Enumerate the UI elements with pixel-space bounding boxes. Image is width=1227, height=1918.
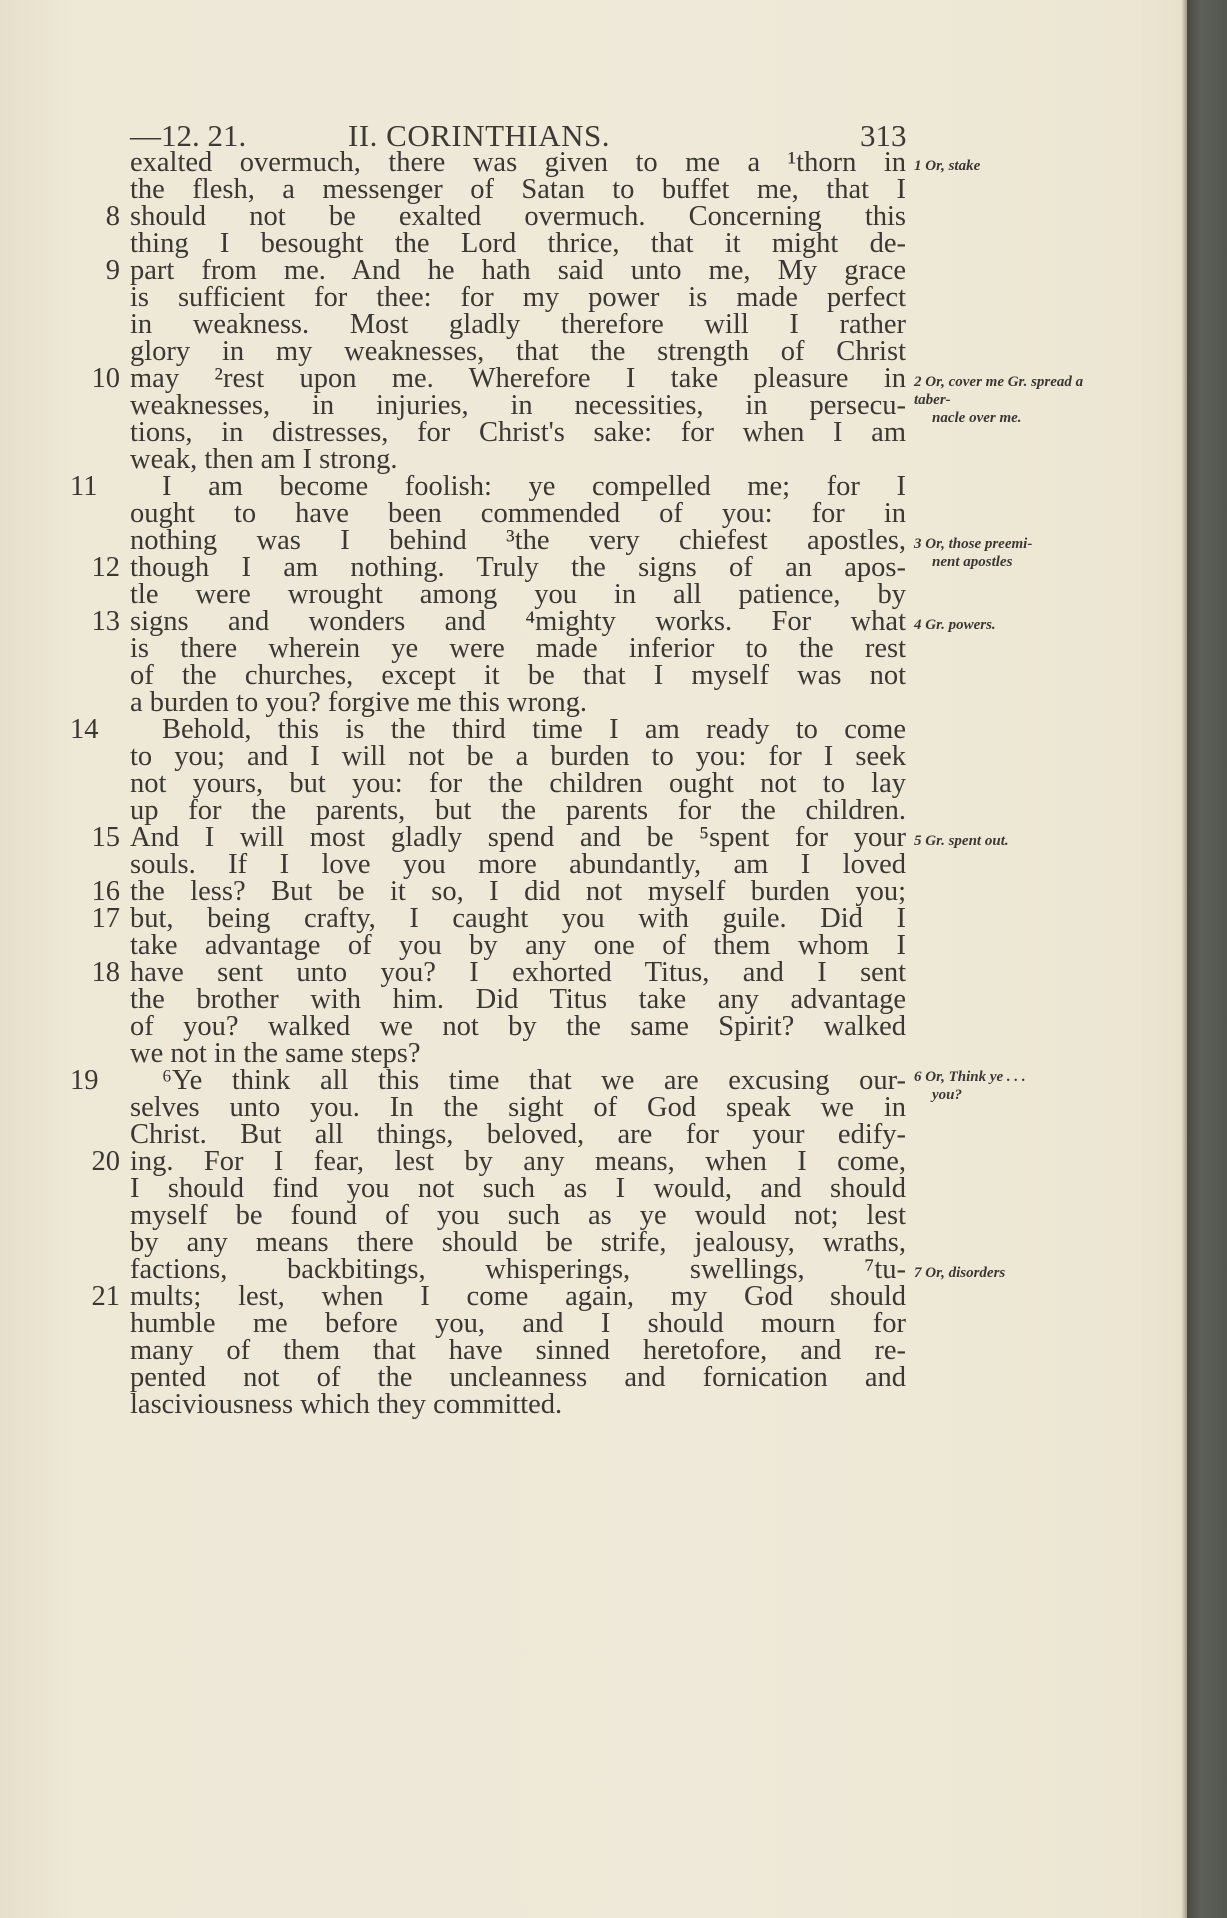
text-line: myself be found of you such as ye would not; lest xyxy=(130,1200,906,1231)
book-title: II. CORINTHIANS. xyxy=(348,118,611,153)
text-line: of the churches, except it be that I myself was not xyxy=(130,660,906,691)
text-line: in weakness. Most gladly therefore will I rather xyxy=(130,309,906,340)
chapter-verse-range: —12. 21. xyxy=(130,118,247,153)
text-line: thing I besought the Lord thrice, that it might de- xyxy=(130,228,906,259)
verse-number: 15 xyxy=(91,822,120,853)
verse-number: 9 xyxy=(105,255,120,286)
text-line: humble me before you, and I should mourn for xyxy=(130,1308,906,1339)
verse-number: 19 xyxy=(70,1065,99,1096)
text-line: selves unto you. In the sight of God speak we in xyxy=(130,1092,906,1123)
verse-number: 12 xyxy=(91,552,120,583)
margin-note: 7 Or, disorders xyxy=(914,1265,1006,1281)
margin-note: 5 Gr. spent out. xyxy=(914,833,1009,849)
text-line: tions, in distresses, for Christ's sake: for when I am xyxy=(130,417,906,448)
margin-note: nacle over me. xyxy=(932,410,1022,426)
text-line: the less? But be it so, I did not myself burden you; xyxy=(130,876,906,907)
text-line: a burden to you? forgive me this wrong. xyxy=(130,687,587,718)
text-line: may ²rest upon me. Wherefore I take pleasure in xyxy=(130,363,906,394)
text-line: take advantage of you by any one of them whom I xyxy=(130,930,906,961)
text-line: mults; lest, when I come again, my God should xyxy=(130,1281,906,1312)
text-line: lasciviousness which they committed. xyxy=(130,1389,563,1420)
margin-note: 4 Gr. powers. xyxy=(914,617,996,633)
text-line: nothing was I behind ³the very chiefest apostles, xyxy=(130,525,906,556)
verse-number: 14 xyxy=(70,714,99,745)
text-line: Behold, this is the third time I am ready to come xyxy=(162,714,906,745)
text-line: we not in the same steps? xyxy=(130,1038,421,1069)
text-line: up for the parents, but the parents for the children. xyxy=(130,795,906,826)
text-line: though I am nothing. Truly the signs of an apos- xyxy=(130,552,906,583)
text-line: weaknesses, in injuries, in necessities, in persecu- xyxy=(130,390,906,421)
verse-number: 10 xyxy=(91,363,120,394)
text-line: to you; and I will not be a burden to you: for I seek xyxy=(130,741,906,772)
verse-number: 16 xyxy=(91,876,120,907)
margin-note: 2 Or, cover me Gr. spread a taber- xyxy=(914,374,1084,408)
text-line: not yours, but you: for the children ought not to lay xyxy=(130,768,906,799)
text-line: exalted overmuch, there was given to me a ¹thorn in xyxy=(130,147,906,178)
text-line: And I will most gladly spend and be ⁵spent for your xyxy=(130,822,906,853)
verse-number: 20 xyxy=(91,1146,120,1177)
text-line: souls. If I love you more abundantly, am I loved xyxy=(130,849,906,880)
text-line: ought to have been commended of you: for in xyxy=(130,498,906,529)
text-line: tle were wrought among you in all patience, by xyxy=(130,579,906,610)
text-line: have sent unto you? I exhorted Titus, and I sent xyxy=(130,957,906,988)
text-line: factions, backbitings, whisperings, swellings, ⁷tu- xyxy=(130,1254,906,1285)
text-line: the brother with him. Did Titus take any advantage xyxy=(130,984,906,1015)
margin-note: nent apostles xyxy=(932,554,1013,570)
margin-note: 6 Or, Think ye . . . xyxy=(914,1069,1026,1085)
text-line: glory in my weaknesses, that the strength of Christ xyxy=(130,336,906,367)
text-line: signs and wonders and ⁴mighty works. For what xyxy=(130,606,906,637)
verse-number: 13 xyxy=(91,606,120,637)
text-line: pented not of the uncleanness and fornication and xyxy=(130,1362,906,1393)
verse-number: 8 xyxy=(105,201,120,232)
text-line: part from me. And he hath said unto me, My grace xyxy=(130,255,906,286)
text-line: ing. For I fear, lest by any means, when I come, xyxy=(130,1146,906,1177)
text-line: weak, then am I strong. xyxy=(130,444,398,475)
text-line: is sufficient for thee: for my power is made perfect xyxy=(130,282,906,313)
margin-note: you? xyxy=(932,1087,962,1103)
text-line: Christ. But all things, beloved, are for your edify- xyxy=(130,1119,906,1150)
text-line: I should find you not such as I would, and should xyxy=(130,1173,906,1204)
text-line: of you? walked we not by the same Spirit? walked xyxy=(130,1011,906,1042)
verse-number: 21 xyxy=(91,1281,120,1312)
text-line: should not be exalted overmuch. Concerning this xyxy=(130,201,906,232)
text-line: the flesh, a messenger of Satan to buffet me, that I xyxy=(130,174,906,205)
text-line: many of them that have sinned heretofore, and re- xyxy=(130,1335,906,1366)
page-number: 313 xyxy=(860,118,907,153)
verse-number: 18 xyxy=(91,957,120,988)
text-line: but, being crafty, I caught you with guile. Did I xyxy=(130,903,906,934)
margin-note: 3 Or, those preemi- xyxy=(914,536,1033,552)
text-line: is there wherein ye were made inferior to the rest xyxy=(130,633,906,664)
margin-note: 1 Or, stake xyxy=(914,158,981,174)
verse-number: 11 xyxy=(70,471,98,502)
text-line: by any means there should be strife, jealousy, wraths, xyxy=(130,1227,906,1258)
text-line: I am become foolish: ye compelled me; for I xyxy=(162,471,906,502)
text-line: ⁶Ye think all this time that we are excusing our- xyxy=(162,1065,906,1096)
verse-number: 17 xyxy=(91,903,120,934)
